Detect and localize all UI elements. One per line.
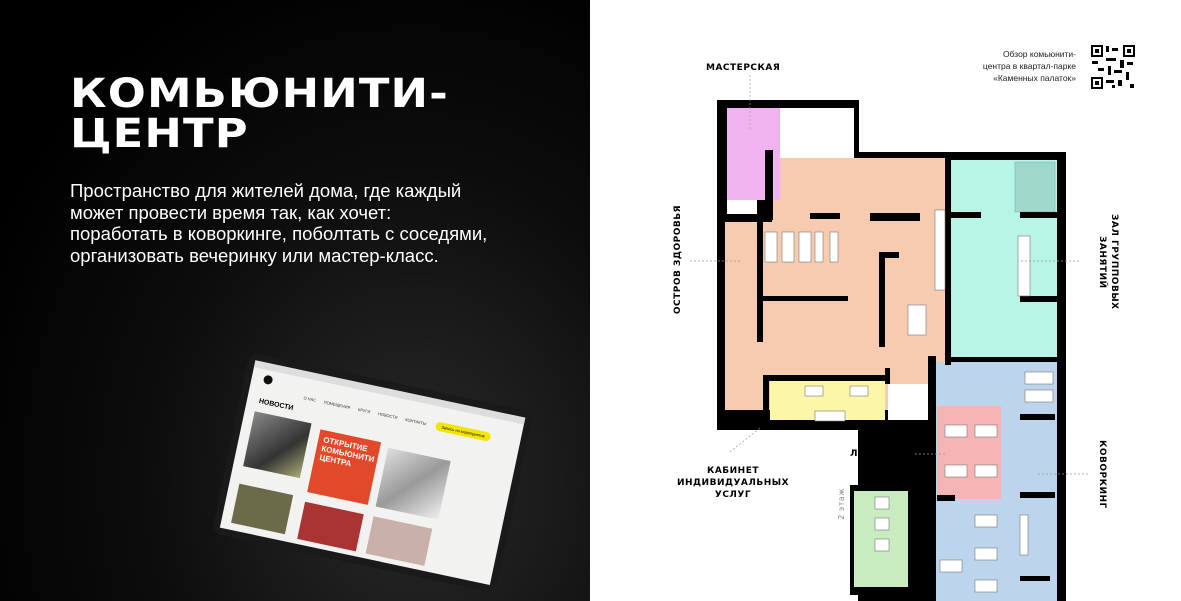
label-lecture: ЛЕКТОРИЙ <box>850 449 911 459</box>
label-cabinet: КАБИНЕТ ИНДИВИДУАЛЬНЫХ УСЛУГ <box>676 466 790 500</box>
qr-caption-line: центра в квартал-парке <box>982 61 1076 71</box>
news-title: НОВОСТИ <box>258 398 294 413</box>
nav-item: КРУГИ <box>357 406 371 415</box>
label-health: ОСТРОВ ЗДОРОВЬЯ <box>673 205 683 315</box>
nav-item: КОНТАКТЫ <box>404 416 427 427</box>
description: Пространство для жителей дома, где каждый может провести время так, как хочет: поработать в коворкинге, поболтать с соседями, организовать вечеринку или мастер-класс. <box>70 180 488 266</box>
title-line-2: ЦЕНТР <box>70 111 249 157</box>
label-group-hall: ЗАЛ ГРУППОВЫХ ЗАНЯТИЙ <box>1097 214 1119 310</box>
qr-caption-line: Обзор комьюнити- <box>1002 49 1076 59</box>
nav-item: О НАС <box>303 395 317 403</box>
poster-text: ОТКРЫТИЕ КОМЬЮНИТИ ЦЕНТРА <box>318 435 376 469</box>
nav-item: НОВОСТИ <box>377 411 398 421</box>
label-coworking: КОВОРКИНГ <box>1097 440 1107 509</box>
nav-item: ПОМЕЩЕНИЯ <box>323 399 351 411</box>
room-lecture <box>937 406 1001 499</box>
cta-button: Запись на мероприятие <box>435 421 492 442</box>
label-workshop: МАСТЕРСКАЯ <box>706 63 781 73</box>
title-line-1: КОМЬЮНИТИ- <box>70 71 449 117</box>
qr-caption-line: «Каменных палаток» <box>993 73 1076 83</box>
label-floor2: 2 этаж <box>837 488 846 520</box>
